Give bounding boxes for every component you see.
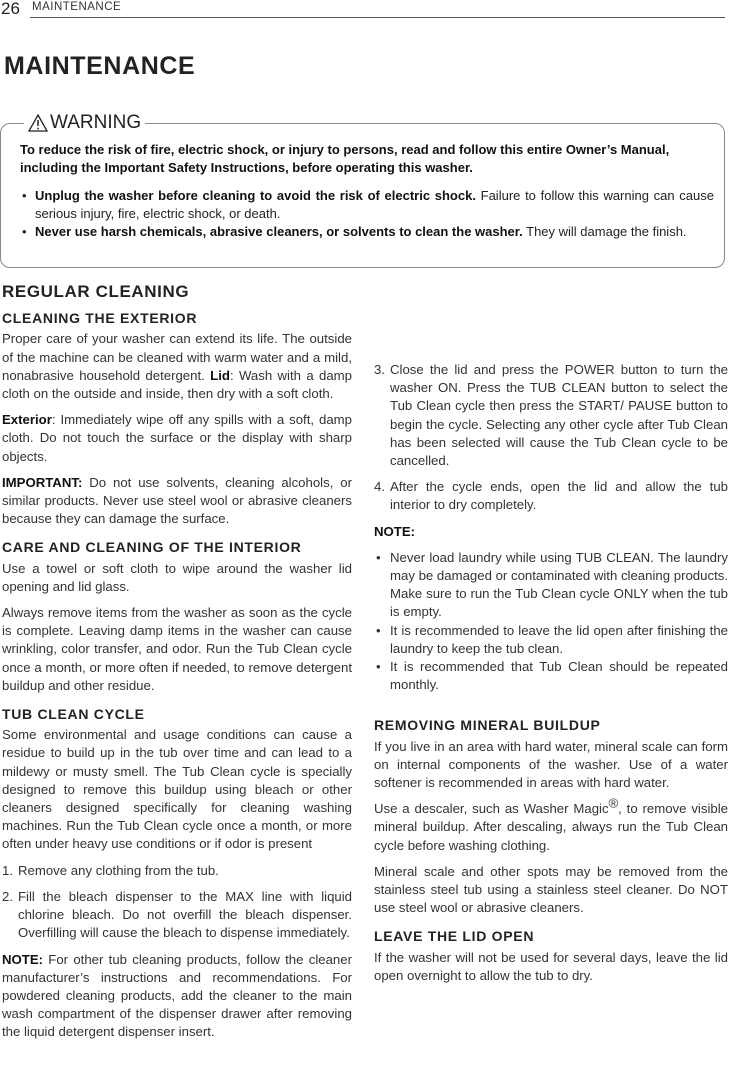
- tub-clean-steps-continued: [374, 361, 728, 515]
- lid-open-paragraph: If the washer will not be used for several days, leave the lid open overnight to allow the tub to dry.: [374, 949, 728, 983]
- warning-body: [20, 141, 714, 241]
- mineral-paragraph-3: Mineral scale and other spots may be removed from the stainless steel tub using a stainless steel cleaner. Do NOT use steel wool or abrasive cleaners.: [374, 863, 728, 916]
- right-column: [374, 281, 728, 993]
- note-label: NOTE:: [374, 523, 416, 539]
- list-item: 1. Remove any clothing from the tub.: [2, 862, 219, 878]
- mineral-paragraph-2: Use a descaler, such as Washer Magic®, to remove visible mineral buildup. After descaling, always run the Tub Clean cycle before washing clothing.: [374, 795, 728, 853]
- exterior-heading: CLEANING THE EXTERIOR: [2, 310, 198, 327]
- interior-paragraph-1: Use a towel or soft cloth to wipe around the washer lid opening and lid glass.: [2, 560, 352, 594]
- important-label: IMPORTANT:: [2, 474, 83, 490]
- warning-triangle-icon: [28, 114, 48, 132]
- tub-clean-heading: TUB CLEAN CYCLE: [2, 706, 145, 723]
- exterior-label: Exterior: [2, 412, 52, 428]
- warning-list: [20, 187, 714, 241]
- warning-label: WARNING: [50, 112, 142, 133]
- header-section-title: MAINTENANCE: [32, 1, 122, 13]
- list-item: • It is recommended that Tub Clean should be repeated monthly.: [374, 658, 728, 694]
- warning-item: • Unplug the washer before cleaning to avoid the risk of electric shock. Failure to follow this warning can cause serious injury, fire, electric shock, or death.: [20, 187, 714, 223]
- lid-label: Lid: [210, 367, 230, 383]
- page-title: MAINTENANCE: [4, 52, 196, 80]
- page-header: [0, 0, 729, 18]
- note-label: NOTE:: [2, 951, 44, 967]
- regular-cleaning-heading: REGULAR CLEANING: [2, 282, 190, 301]
- lid-open-heading: LEAVE THE LID OPEN: [374, 928, 535, 945]
- list-item: • Never load laundry while using TUB CLEAN. The laundry may be damaged or contaminated with cleaning products. Make sure to run the Tub Clean cycle ONLY when the tub is empty.: [374, 549, 728, 622]
- tub-clean-steps: [2, 862, 352, 943]
- exterior-paragraph: Proper care of your washer can extend its life. The outside of the machine can be cleaned with warm water and a mild, nonabrasive household detergent. Lid: Wash with a damp cloth on the outside and inside, then dry with a soft cloth.: [2, 331, 352, 402]
- page-number: 26: [1, 0, 20, 18]
- left-column: [2, 283, 352, 1050]
- tub-clean-notes: [374, 549, 728, 695]
- list-item: 4. After the cycle ends, open the lid and allow the tub interior to dry completely.: [374, 479, 728, 513]
- list-item: 3. Close the lid and press the POWER button to turn the washer ON. Press the TUB CLEAN button to select the Tub Clean cycle then press the START/ PAUSE button to begin the cycle. Selecting any other cycle after Tub Clean has been selected will cause the Tub Clean cycle to be cancelled.: [374, 362, 728, 469]
- header-rule: [30, 17, 725, 18]
- exterior-care-paragraph: Exterior: Immediately wipe off any spills with a soft, damp cloth. Do not touch the surface or the display with sharp objects.: [2, 412, 352, 464]
- mineral-heading: REMOVING MINERAL BUILDUP: [374, 717, 601, 734]
- warning-heading: [24, 112, 145, 134]
- mineral-paragraph-1: If you live in an area with hard water, mineral scale can form on internal components of the washer. Use of a water softener is recommended in areas with hard water.: [374, 738, 728, 791]
- interior-heading: CARE AND CLEANING OF THE INTERIOR: [2, 539, 302, 556]
- important-paragraph: IMPORTANT: Do not use solvents, cleaning alcohols, or similar products. Never use steel wool or abrasive cleaners because they can damage the surface.: [2, 474, 352, 527]
- tub-clean-paragraph: Some environmental and usage conditions can cause a residue to build up in the tub over time and can lead to a mildewy or musty smell. The Tub Clean cycle is specially designed to remove this buildup using bleach or other cleaners designed specifically for cleaning washing machines. Run the Tub Clean cycle once a month, or more often under heavy use conditions or if odor is present: [2, 727, 352, 852]
- warning-intro: To reduce the risk of fire, electric shock, or injury to persons, read and follow this entire Owner’s Manual, including the Important Safety Instructions, before operating this washer.: [20, 142, 670, 175]
- tub-clean-note: NOTE: For other tub cleaning products, follow the cleaner manufacturer’s instructions and recommendations. For powdered cleaning products, add the cleaner to the main wash compartment of the dispenser drawer after removing the liquid detergent dispenser insert.: [2, 951, 352, 1040]
- list-item: • It is recommended to leave the lid open after finishing the laundry to keep the tub clean.: [374, 622, 728, 658]
- warning-item: • Never use harsh chemicals, abrasive cleaners, or solvents to clean the washer. They will damage the finish.: [20, 223, 714, 241]
- interior-paragraph-2: Always remove items from the washer as soon as the cycle is complete. Leaving damp items in the washer can cause wrinkling, color transfer, and odor. Run the Tub Clean cycle once a month, or more often if needed, to remove detergent buildup and other residue.: [2, 605, 352, 693]
- list-item: 2. Fill the bleach dispenser to the MAX line with liquid chlorine bleach. Do not overfill the bleach dispenser. Overfilling will cause the bleach to dispense immediately.: [2, 888, 352, 941]
